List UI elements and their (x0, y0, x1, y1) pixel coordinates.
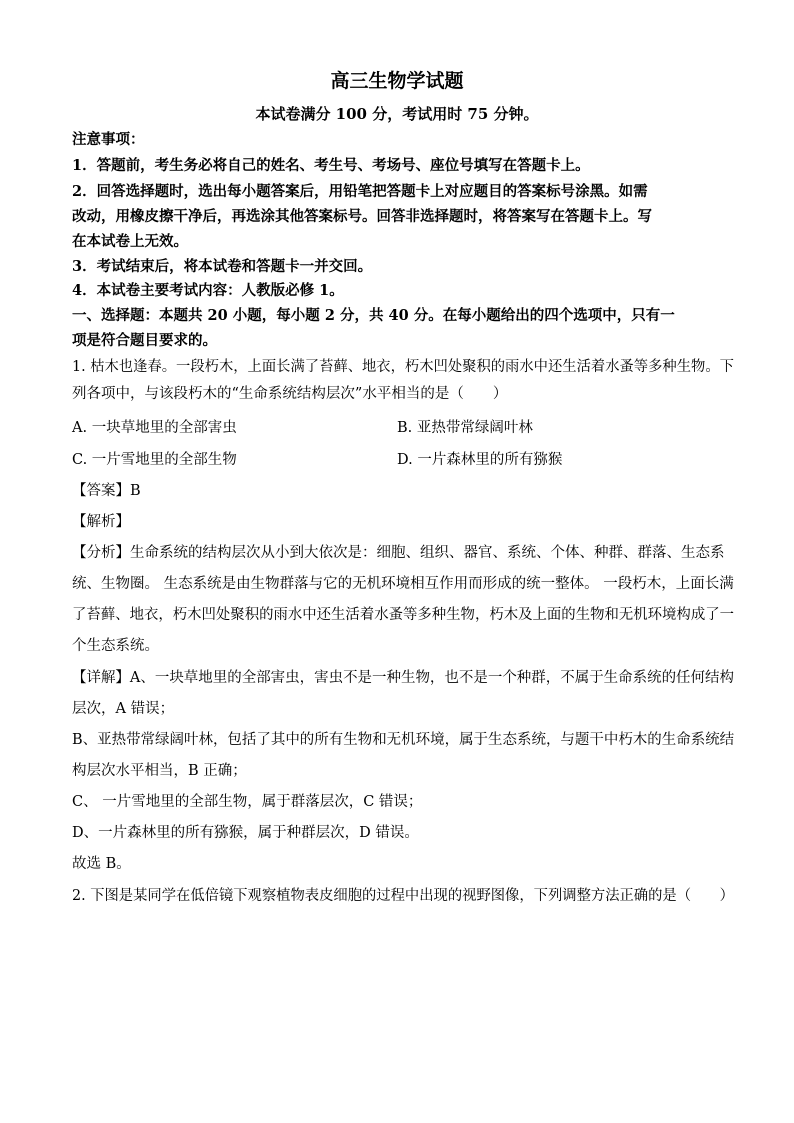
q1-answer: 【答案】B (72, 483, 141, 499)
q1-stem-line-1: 1. 枯木也逢春。一段朽木，上面长满了苔藓、地衣，朽木凹处聚积的雨水中还生活着水蚤等多种生物。下 (72, 359, 734, 375)
notice-heading: 注意事项： (72, 131, 145, 148)
q1-fenxi-line-3: 了苔藓、地衣，朽木凹处聚积的雨水中还生活着水蚤等多种生物，朽木及上面的生物和无机环境构成了一 (72, 607, 734, 623)
notice-item-1: 1．答题前，考生务必将自己的姓名、考生号、考场号、座位号填写在答题卡上。 (72, 157, 590, 174)
q1-fenxi-line-2: 统、生物圈。 生态系统是由生物群落与它的无机环境相互作用而形成的统一整体。 一段朽木，上面长满 (72, 576, 734, 592)
notice-item-2-line-2: 改动，用橡皮擦干净后，再选涂其他答案标号。回答非选择题时，将答案写在答题卡上。写 (72, 208, 652, 225)
q1-detail-line-1: 【详解】A、一块草地里的全部害虫，害虫不是一种生物，也不是一个种群，不属于生命系统的任何结构 (72, 670, 734, 686)
q1-option-a: A. 一块草地里的全部害虫 (72, 420, 237, 436)
q1-fenxi-line-1: 【分析】生命系统的结构层次从小到大依次是：细胞、组织、器官、系统、个体、种群、群落、生态系 (72, 545, 725, 561)
q1-fenxi-line-4: 个生态系统。 (72, 638, 159, 654)
section-heading-line-1: 一、选择题：本题共 20 小题，每小题 2 分，共 40 分。在每小题给出的四个选项中，只有一 (72, 307, 675, 324)
q1-detail-line-6: D、一片森林里的所有猕猴，属于种群层次，D 错误。 (72, 825, 419, 841)
q1-option-b: B. 亚热带常绿阔叶林 (397, 420, 533, 436)
notice-item-3: 3．考试结束后，将本试卷和答题卡一并交回。 (72, 258, 373, 275)
q1-conclusion: 故选 B。 (72, 856, 131, 872)
q1-option-d: D. 一片森林里的所有猕猴 (397, 452, 563, 468)
q1-detail-line-4: 构层次水平相当，B 正确； (72, 763, 247, 779)
q1-detail-line-2: 层次，A 错误； (72, 701, 175, 717)
q1-stem-line-2: 列各项中，与该段朽木的“生命系统结构层次”水平相当的是（ ） (72, 386, 508, 402)
q2-stem: 2. 下图是某同学在低倍镜下观察植物表皮细胞的过程中出现的视野图像，下列调整方法正确的是（ ） (72, 888, 734, 904)
q1-analysis-label: 【解析】 (72, 514, 130, 530)
q1-detail-line-5: C、 一片雪地里的全部生物，属于群落层次，C 错误； (72, 794, 423, 810)
notice-item-4: 4．本试卷主要考试内容：人教版必修 1。 (72, 282, 344, 299)
notice-item-2-line-1: 2．回答选择题时，选出每小题答案后，用铅笔把答题卡上对应题目的答案标号涂黑。如需 (72, 183, 648, 200)
notice-item-2-line-3: 在本试卷上无效。 (72, 233, 188, 250)
page-title: 高三生物学试题 (330, 70, 464, 92)
q1-detail-line-3: B、亚热带常绿阔叶林，包括了其中的所有生物和无机环境，属于生态系统，与题干中朽木的生命系统结 (72, 732, 735, 748)
section-heading-line-2: 项是符合题目要求的。 (72, 332, 217, 349)
page-subtitle: 本试卷满分 100 分，考试用时 75 分钟。 (255, 105, 539, 123)
q1-option-c: C. 一片雪地里的全部生物 (72, 452, 237, 468)
